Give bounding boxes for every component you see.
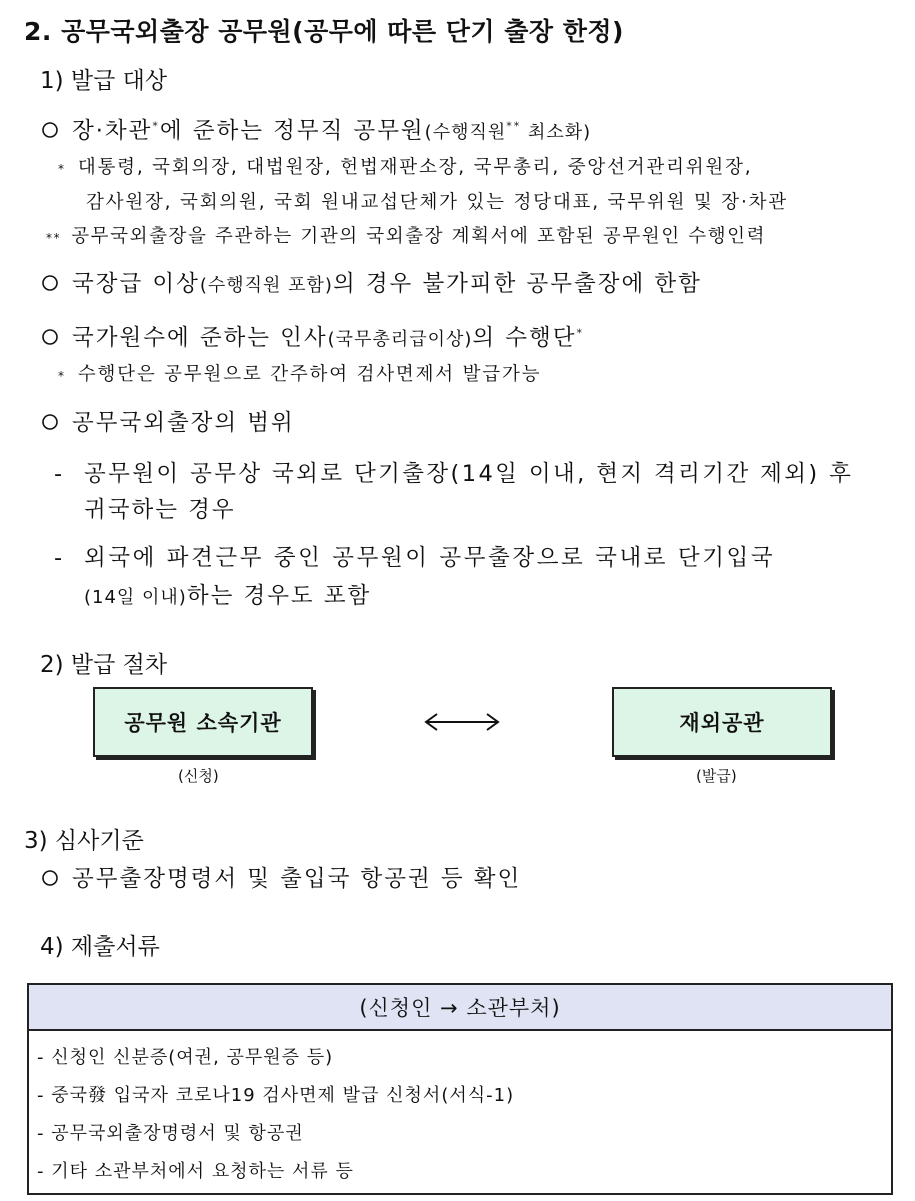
section-3-heading: 3) 심사기준 [24, 828, 144, 854]
circle-bullet-icon [40, 273, 60, 293]
dash-item-1: - 공무원이 공무상 국외로 단기출장(14일 이내, 현지 격리기간 제외) 후 [54, 461, 854, 487]
page-title: 2. 공무국외출장 공무원(공무에 따른 단기 출장 한정) [24, 17, 624, 46]
table-header: (신청인 → 소관부처) [29, 985, 891, 1031]
overseas-mission-box: 재외공관 [612, 687, 832, 757]
section-2-heading: 2) 발급 절차 [40, 652, 168, 678]
table-row: - 중국發 입국자 코로나19 검사면제 발급 신청서(서식-1) [37, 1085, 515, 1106]
circle-bullet-icon [40, 868, 60, 888]
circle-bullet-icon [40, 327, 60, 347]
issuance-caption: (발급) [696, 767, 737, 785]
section-1-heading: 1) 발급 대상 [40, 68, 168, 94]
dash-item-2: - 외국에 파견근무 중인 공무원이 공무출장으로 국내로 단기입국 [54, 545, 776, 571]
bullet-4: 공무국외출장의 범위 [40, 405, 295, 437]
dash-item-2-cont: (14일 이내)하는 경우도 포함 [84, 583, 372, 609]
footnote-1: * 대통령, 국회의장, 대법원장, 헌법재판소장, 국무총리, 중앙선거관리위원장, [58, 157, 753, 178]
circle-bullet-icon [40, 120, 60, 140]
bullet-1: 장·차관*에 준하는 정무직 공무원(수행직원** 최소화) [40, 113, 591, 145]
documents-table [27, 983, 893, 1195]
table-row: - 기타 소관부처에서 요청하는 서류 등 [37, 1161, 354, 1182]
bullet-3: 국가원수에 준하는 인사(국무총리급이상)의 수행단* [40, 320, 584, 352]
footnote-3: * 수행단은 공무원으로 간주하여 검사면제서 발급가능 [58, 364, 542, 385]
table-row: - 공무국외출장명령서 및 항공권 [37, 1123, 304, 1144]
criteria-bullet: 공무출장명령서 및 출입국 항공권 등 확인 [40, 861, 521, 893]
footnote-2: ** 공무국외출장을 주관하는 기관의 국외출장 계획서에 포함된 공무원인 수행인력 [46, 226, 767, 247]
applicant-caption: (신청) [178, 767, 219, 785]
footnote-1-cont: 감사원장, 국회의원, 국회 원내교섭단체가 있는 정당대표, 국무위원 및 장·차관 [86, 192, 788, 213]
double-arrow-icon [423, 710, 501, 734]
dash-item-1-cont: 귀국하는 경우 [84, 497, 236, 523]
applicant-agency-box: 공무원 소속기관 [93, 687, 313, 757]
circle-bullet-icon [40, 412, 60, 432]
section-4-heading: 4) 제출서류 [40, 934, 160, 960]
bullet-2: 국장급 이상(수행직원 포함)의 경우 불가피한 공무출장에 한함 [40, 266, 702, 298]
table-row: - 신청인 신분증(여권, 공무원증 등) [37, 1047, 334, 1068]
